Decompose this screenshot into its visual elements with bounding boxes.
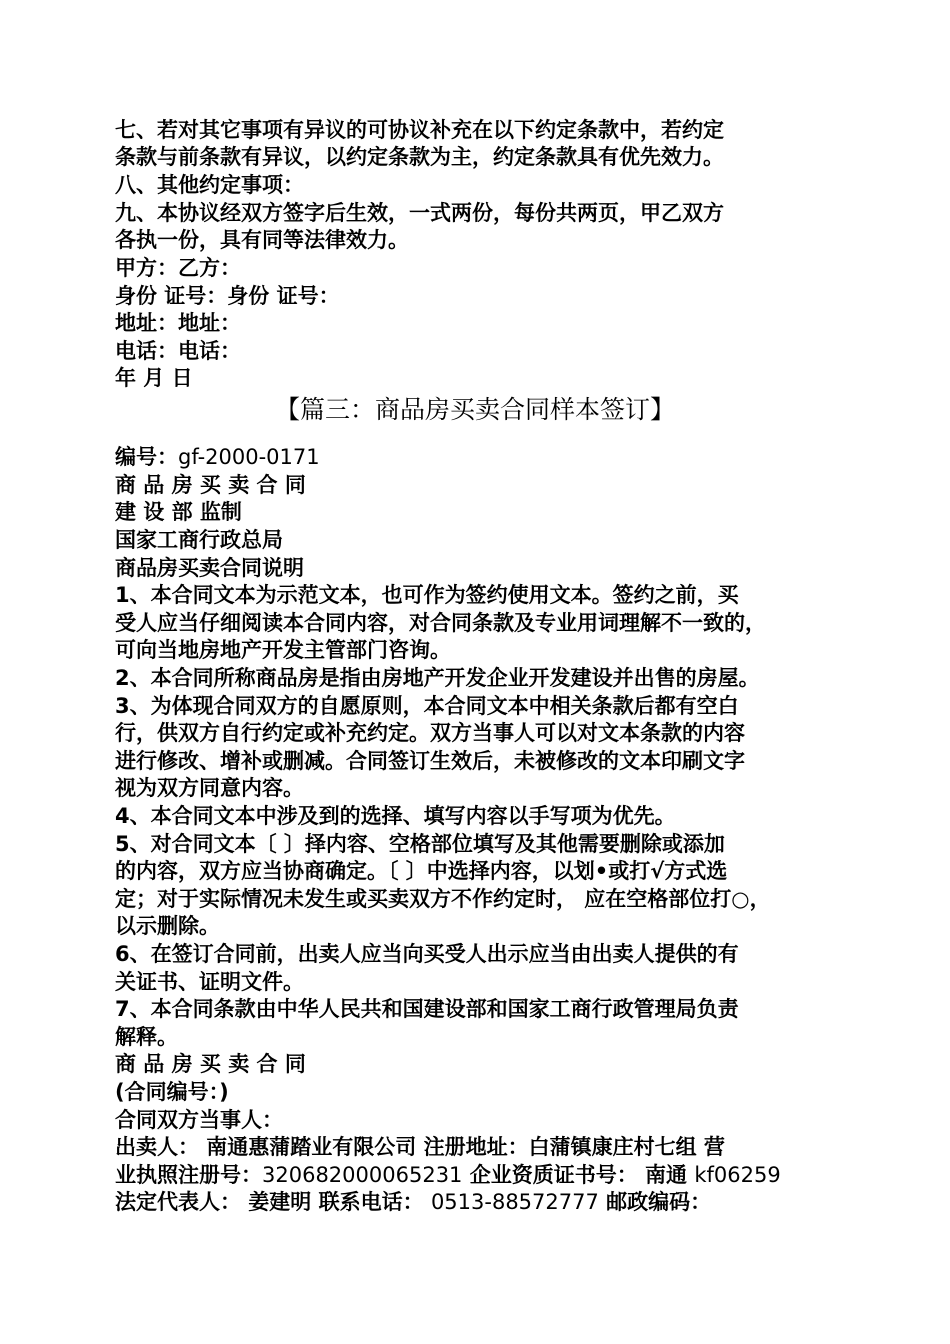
text-line: 3、为体现合同双方的自愿原则，本合同文本中相关条款后都有空白 [115,694,739,718]
text-line: 出卖人： 南通惠蒲踏业有限公司 注册地址：白蒲镇康庄村七组 营 [115,1135,725,1159]
text-line: 5、对合同文本〔 〕择内容、空格部位填写及其他需要删除或添加 [115,832,725,856]
text-line: 的内容，双方应当协商确定。〔 〕中选择内容，以划•或打√方式选 [115,859,728,883]
text-line: 各执一份，具有同等法律效力。 [115,228,409,252]
text-line: 受人应当仔细阅读本合同内容，对合同条款及专业用词理解不一致的， [115,611,766,635]
text-line: 身份 证号：身份 证号： [115,284,340,308]
text-line: 商 品 房 买 卖 合 同 [115,473,306,497]
text-line: (合同编号：) [115,1080,229,1104]
text-line: 定；对于实际情况未发生或买卖双方不作约定时， 应在空格部位打○， [115,887,771,911]
contract-number-value: gf-2000-0171 [178,445,320,469]
text-line: 甲方：乙方： [115,256,241,280]
postcode-label: 邮政编码： [598,1190,712,1214]
text-line: 关证书、证明文件。 [115,970,304,994]
text-line: 七、若对其它事项有异议的可协议补充在以下约定条款中，若约定 [115,118,724,142]
registration-label: 业执照注册号： [115,1163,262,1187]
text-line: 电话：电话： [115,339,241,363]
phone-number: 0513-88572777 [430,1190,599,1214]
text-line: 合同双方当事人： [115,1108,283,1132]
text-line: 九、本协议经双方签字后生效，一式两份，每份共两页，甲乙双方 [115,201,724,225]
representative-line [115,1189,711,1216]
text-line: 7、本合同条款由中华人民共和国建设部和国家工商行政管理局负责 [115,997,739,1021]
text-line: 进行修改、增补或删减。合同签订生效后，未被修改的文本印刷文字 [115,749,745,773]
contract-number-label: 编号： [115,445,178,469]
text-line: 解释。 [115,1025,178,1049]
text-line: 可向当地房地产开发主管部门咨询。 [115,638,451,662]
text-line: 条款与前条款有异议，以约定条款为主，约定条款具有优先效力。 [115,145,724,169]
text-line: 视为双方同意内容。 [115,776,304,800]
certificate-number: kf06259 [694,1163,781,1187]
text-line: 商 品 房 买 卖 合 同 [115,1052,306,1076]
text-line: 1、本合同文本为示范文本，也可作为签约使用文本。签约之前，买 [115,583,739,607]
certificate-label: 企业资质证书号： 南通 [462,1163,695,1187]
text-line: 4、本合同文本中涉及到的选择、填写内容以手写项为优先。 [115,804,676,828]
text-line: 2、本合同所称商品房是指由房地产开发企业开发建设并出售的房屋。 [115,666,760,690]
text-line: 商品房买卖合同说明 [115,556,304,580]
text-line: 地址：地址： [115,311,241,335]
text-line: 建 设 部 监制 [115,500,242,524]
registration-number: 320682000065231 [262,1163,463,1187]
text-line: 八、其他约定事项： [115,173,304,197]
text-line: 年 月 日 [115,366,193,390]
text-line: 6、在签订合同前，出卖人应当向买受人出示应当由出卖人提供的有 [115,942,739,966]
text-line: 行，供双方自行约定或补充约定。双方当事人可以对文本条款的内容 [115,721,745,745]
text-line: 国家工商行政总局 [115,528,283,552]
contract-number-line [115,444,320,471]
section-heading: 【篇三：商品房买卖合同样本签订】 [274,395,675,424]
registration-line [115,1162,781,1189]
text-line: 以示删除。 [115,914,220,938]
representative-label: 法定代表人： 姜建明 联系电话： [115,1190,431,1214]
